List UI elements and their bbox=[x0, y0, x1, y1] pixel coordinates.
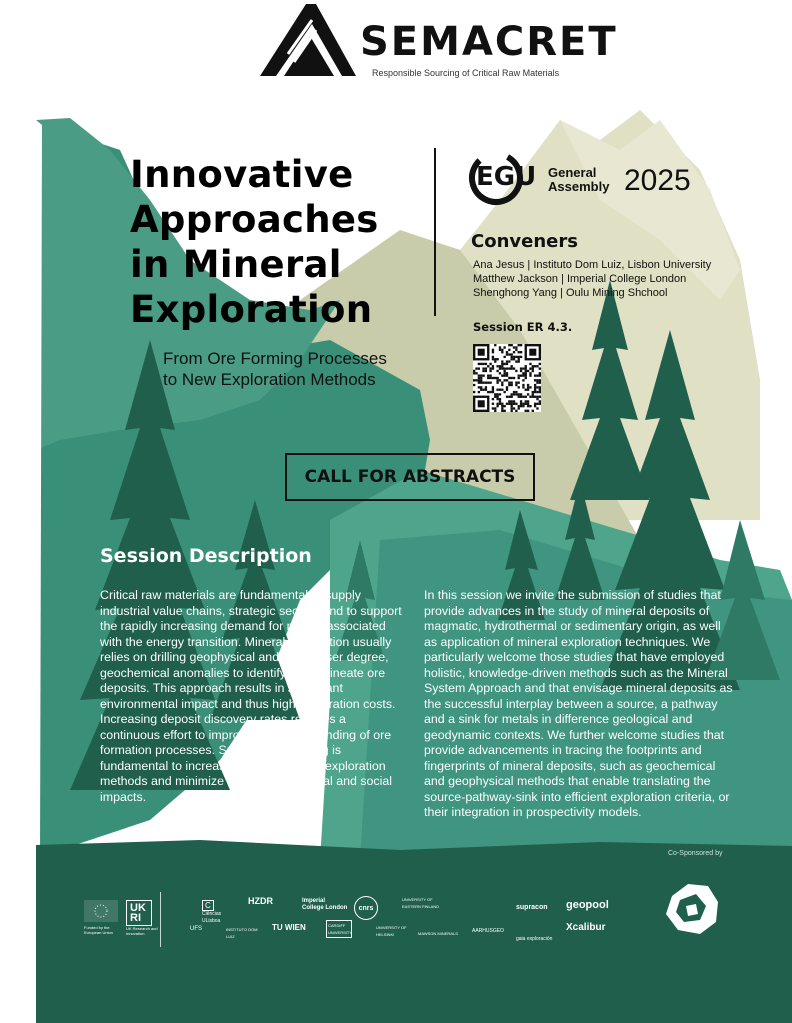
brand-tagline: Responsible Sourcing of Critical Raw Materials bbox=[372, 68, 560, 78]
title-line-4: Exploration bbox=[130, 288, 373, 331]
vertical-divider bbox=[434, 148, 436, 316]
poster-title bbox=[130, 152, 430, 332]
logo-separator bbox=[160, 892, 161, 947]
conveners-list bbox=[473, 258, 711, 300]
ukri-logo bbox=[126, 900, 158, 936]
eastern-finland-logo: UNIVERSITY OF EASTERN FINLAND bbox=[402, 897, 440, 909]
egu-year: 2025 bbox=[624, 164, 691, 197]
co-sponsored-label: Co-Sponsored by bbox=[668, 850, 723, 857]
idl-logo: INSTITUTO DOM LUIZ bbox=[226, 927, 258, 939]
egu-assembly: Assembly bbox=[548, 179, 610, 194]
eu-flag-icon bbox=[84, 900, 118, 922]
ukri-sub: UK Research and Innovation bbox=[126, 926, 158, 936]
supracon-logo: supracon bbox=[516, 904, 548, 911]
ciencias-label: Ciências ULisboa bbox=[202, 911, 222, 924]
xcalibur-logo: Xcalibur bbox=[566, 922, 606, 933]
partner-logos bbox=[80, 892, 620, 950]
mawson-logo: MAWSON MINERALS bbox=[418, 931, 458, 936]
description-left-column: Critical raw materials are fundamental to supply industrial value chains, strategic sectors and to support the rapidly increasing demand for metals associated with the energy transition. Mineral exploration usually relies on drilling geophysical and, to a lesser degree, geochemical anomalies to identify and delineate ore deposits. This approach results in significant environmental impact and thus high exploration costs. Increasing deposit discovery rates requires a continuous effort to improve our understanding of ore formation processes. Such understanding is fundamental to increase the efficiency of exploration methods and minimize their environmental and social impacts. bbox=[100, 588, 402, 804]
cnrs-logo: cnrs bbox=[354, 896, 378, 920]
egu-acronym: EGU bbox=[476, 162, 537, 192]
poster-subtitle bbox=[163, 348, 453, 390]
description-right-column: In this session we invite the submission of studies that provide advances in the study of mineral deposits of magmatic, hydrothermal or sedimentary origin, as well as application of mineral exploration techniques. We particularly welcome those studies that have employed holistic, knowledge-driven methods such as the Mineral System Approach and that envisage mineral deposits as the successful interplay between a source, a pathway and a sink for metals in difference geological and geodynamic contexts. We further welcome studies that provide advancements in tracing the footprints and fingerprints of mineral deposits, such as geochemical and geophysical methods that enable translating the source-pathway-sink into efficient exploration criteria, or their integration in prospectivity models. bbox=[424, 588, 733, 819]
helsinki-logo: UNIVERSITY OF HELSINKI bbox=[376, 925, 407, 937]
tu-wien-logo: TU WIEN bbox=[272, 923, 306, 932]
ukri-label: UKRI bbox=[126, 900, 152, 926]
hzdr-logo: HZDR bbox=[248, 896, 273, 906]
ciencias-logo: C Ciências ULisboa bbox=[202, 901, 222, 924]
ufs-logo: UFS bbox=[190, 926, 202, 932]
cosponsor-emblem-icon bbox=[660, 876, 724, 940]
brand-name: SEMACRET bbox=[360, 19, 618, 65]
title-line-1: Innovative bbox=[130, 153, 354, 196]
cardiff-logo: CARDIFF UNIVERSITY bbox=[326, 920, 352, 938]
title-line-2: Approaches bbox=[130, 198, 379, 241]
title-line-3: in Mineral bbox=[130, 243, 342, 286]
egu-general: General bbox=[548, 165, 597, 180]
semacret-logo-icon bbox=[258, 2, 358, 78]
eu-flag-logo bbox=[84, 900, 118, 935]
subtitle-line-2: to New Exploration Methods bbox=[163, 370, 376, 389]
subtitle-line-1: From Ore Forming Processes bbox=[163, 349, 387, 368]
egu-general-assembly bbox=[548, 166, 609, 194]
session-id: Session ER 4.3. bbox=[473, 320, 573, 334]
geopool-logo: geopool bbox=[566, 899, 609, 911]
gaia-logo: gaia exploración bbox=[516, 936, 553, 942]
call-for-abstracts-button[interactable]: CALL FOR ABSTRACTS bbox=[285, 453, 535, 501]
convener-item: Shenghong Yang | Oulu Mining Shchool bbox=[473, 287, 668, 299]
convener-item: Ana Jesus | Instituto Dom Luiz, Lisbon University bbox=[473, 259, 712, 271]
session-description-heading: Session Description bbox=[100, 545, 312, 567]
eu-label: Funded by the European Union bbox=[84, 925, 113, 935]
imperial-logo: Imperial College London bbox=[302, 898, 348, 911]
qr-code-icon[interactable] bbox=[473, 344, 541, 412]
convener-item: Matthew Jackson | Imperial College London bbox=[473, 273, 687, 285]
aarhus-logo: AARHUSGEO bbox=[472, 928, 504, 934]
conveners-heading: Conveners bbox=[471, 231, 578, 252]
